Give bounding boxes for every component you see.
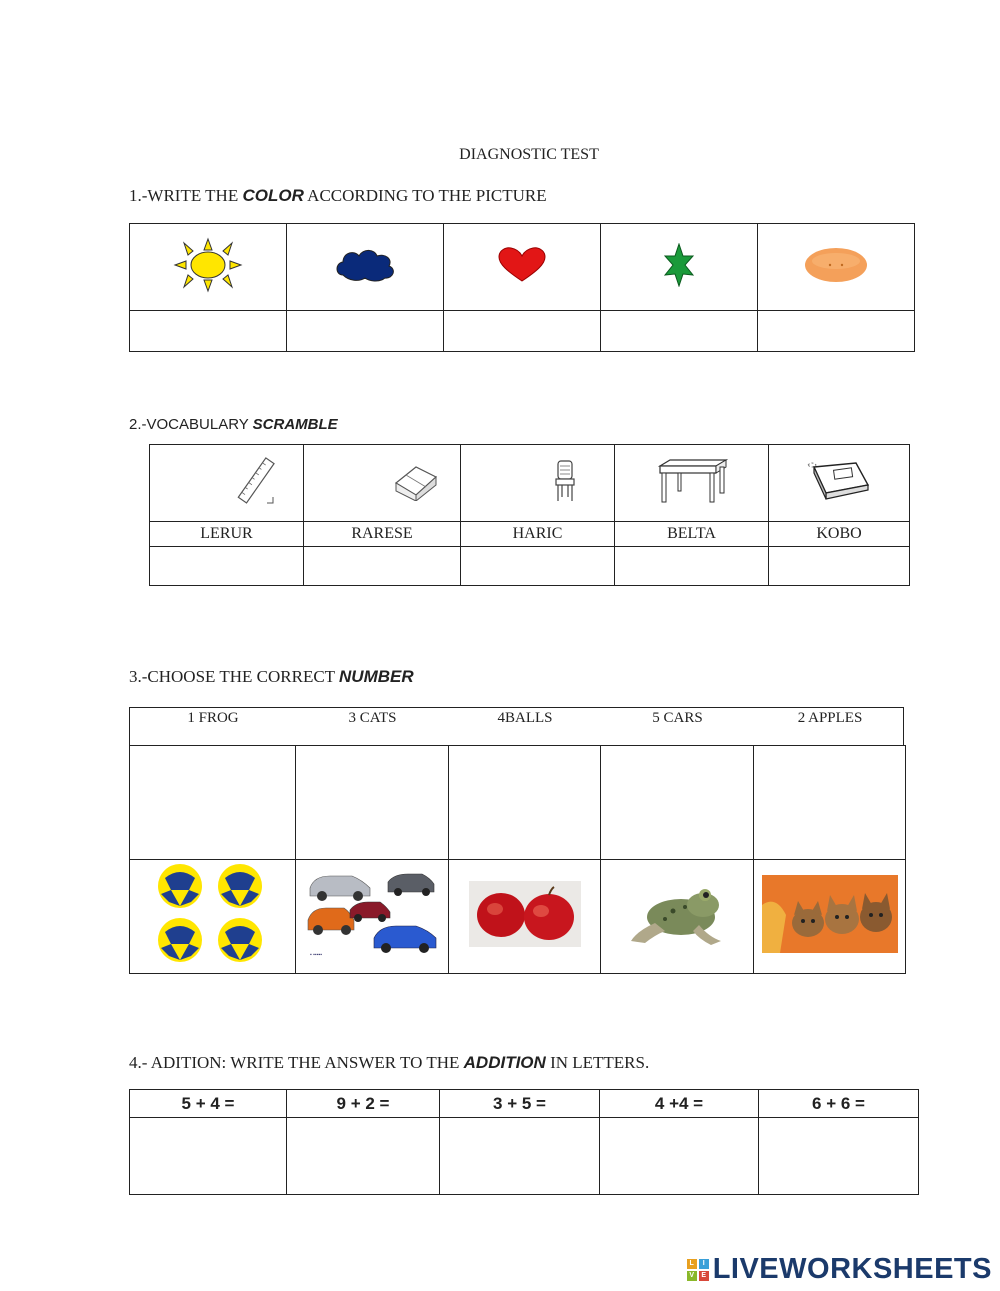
number-picture-cell — [754, 860, 906, 974]
color-answer-cell[interactable] — [758, 311, 915, 352]
scramble-word: BELTA — [615, 522, 769, 547]
scramble-word: KOBO — [769, 522, 910, 547]
color-answer-cell[interactable] — [601, 311, 758, 352]
number-picture-cell — [296, 860, 449, 974]
q2-keyword: SCRAMBLE — [252, 416, 338, 433]
scramble-word: HARIC — [461, 522, 615, 547]
star-icon — [664, 243, 694, 287]
q3-prefix: 3.-CHOOSE THE CORRECT — [129, 667, 340, 686]
color-table — [129, 223, 915, 352]
scramble-answer-cell[interactable] — [615, 547, 769, 586]
table-icon — [656, 458, 728, 504]
color-picture-cell — [130, 224, 287, 311]
orange-blob-icon — [803, 245, 869, 285]
color-answer-cell[interactable] — [287, 311, 444, 352]
scramble-picture-cell — [461, 445, 615, 522]
addition-sum: 3 + 5 = — [440, 1090, 600, 1118]
q4-suffix: IN LETTERS. — [545, 1053, 650, 1072]
balls-image — [155, 862, 271, 966]
frog-image — [625, 879, 729, 949]
number-table — [129, 745, 906, 974]
ruler-icon — [235, 455, 279, 507]
addition-sum: 6 + 6 = — [759, 1090, 919, 1118]
scramble-picture-cell — [304, 445, 461, 522]
addition-answer-cell[interactable] — [287, 1118, 440, 1195]
logo-letter: V — [687, 1271, 697, 1281]
logo-letter: E — [699, 1271, 709, 1281]
q1-keyword: COLOR — [242, 186, 304, 205]
number-picture-cell — [449, 860, 601, 974]
svg-text:▪ ▪▪▪▪▪: ▪ ▪▪▪▪▪ — [310, 952, 323, 958]
scramble-word: RARESE — [304, 522, 461, 547]
scramble-word: LERUR — [150, 522, 304, 547]
cloud-icon — [333, 245, 397, 285]
apples-image — [469, 881, 581, 947]
logo-letter: I — [699, 1259, 709, 1269]
logo-letter: L — [687, 1259, 697, 1269]
q1-suffix: ACCORDING TO THE PICTURE — [303, 186, 547, 205]
cars-image — [304, 868, 440, 960]
liveworksheets-logo[interactable] — [687, 1253, 992, 1286]
number-answer-cell[interactable] — [449, 746, 601, 860]
number-label: 3 CATS — [348, 710, 397, 726]
number-label: 5 CARS — [652, 710, 703, 726]
addition-answer-cell[interactable] — [130, 1118, 287, 1195]
logo-text: LIVEWORKSHEETS — [712, 1253, 992, 1285]
scramble-answer-cell[interactable] — [769, 547, 910, 586]
color-answer-cell[interactable] — [130, 311, 287, 352]
addition-answer-cell[interactable] — [600, 1118, 759, 1195]
cats-image — [762, 875, 898, 953]
logo-squares-icon — [687, 1259, 709, 1281]
q4-prefix: 4.- ADITION: WRITE THE ANSWER TO THE — [129, 1053, 464, 1072]
number-labels-row — [129, 707, 904, 745]
number-label: 2 APPLES — [797, 710, 863, 726]
number-answer-cell[interactable] — [754, 746, 906, 860]
number-picture-cell — [130, 860, 296, 974]
addition-answer-cell[interactable] — [759, 1118, 919, 1195]
question-1-heading — [129, 186, 547, 206]
scramble-answer-cell[interactable] — [461, 547, 615, 586]
question-4-heading — [129, 1053, 649, 1073]
addition-sum: 9 + 2 = — [287, 1090, 440, 1118]
q4-keyword: ADDITION — [463, 1053, 546, 1072]
number-answer-cell[interactable] — [601, 746, 754, 860]
color-picture-cell — [287, 224, 444, 311]
color-picture-cell — [758, 224, 915, 311]
scramble-picture-cell — [150, 445, 304, 522]
addition-answer-cell[interactable] — [440, 1118, 600, 1195]
number-answer-cell[interactable] — [130, 746, 296, 860]
color-answer-cell[interactable] — [444, 311, 601, 352]
chair-icon — [552, 459, 578, 503]
addition-sum: 4 +4 = — [600, 1090, 759, 1118]
number-label: 1 FROG — [187, 710, 239, 726]
addition-sum: 5 + 4 = — [130, 1090, 287, 1118]
color-picture-cell — [444, 224, 601, 311]
addition-table — [129, 1089, 919, 1195]
q2-prefix: 2.-VOCABULARY — [129, 416, 253, 433]
scramble-table — [149, 444, 910, 586]
color-picture-cell — [601, 224, 758, 311]
eraser-icon — [392, 461, 440, 501]
heart-icon — [497, 247, 547, 283]
sun-icon — [173, 237, 243, 293]
question-3-heading — [129, 667, 414, 687]
book-icon — [806, 459, 872, 503]
q3-keyword: NUMBER — [339, 667, 414, 686]
question-2-heading — [129, 416, 338, 433]
scramble-picture-cell — [615, 445, 769, 522]
q1-prefix: 1.-WRITE THE — [129, 186, 243, 205]
scramble-answer-cell[interactable] — [150, 547, 304, 586]
scramble-answer-cell[interactable] — [304, 547, 461, 586]
number-answer-cell[interactable] — [296, 746, 449, 860]
number-picture-cell — [601, 860, 754, 974]
number-label: 4BALLS — [497, 710, 553, 726]
scramble-picture-cell — [769, 445, 910, 522]
page-title: DIAGNOSTIC TEST — [459, 146, 599, 163]
